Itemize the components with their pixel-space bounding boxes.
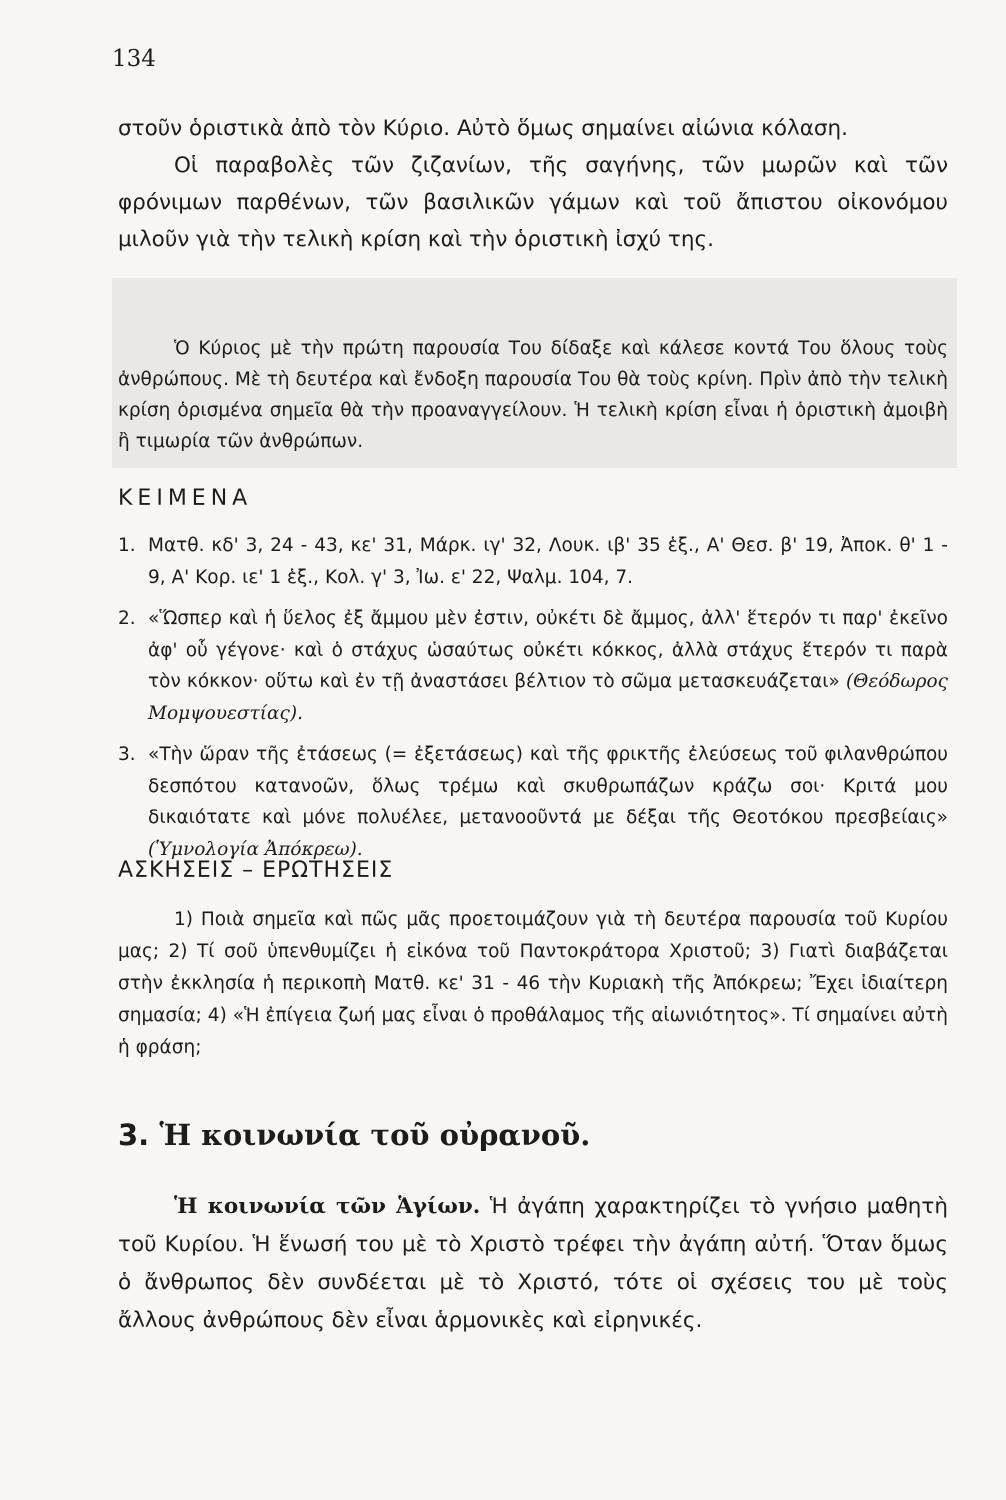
item-source: (Θεόδωρος Μομψουεστίας). <box>148 671 948 724</box>
item-text: «Ὥσπερ καὶ ἡ ὕελος ἐξ ἄμμου μὲν ἐστιν, οὐκέτι δὲ ἄμμος, ἀλλ' ἕτερόν τι παρ' ἐκεῖνο ἀφ' οὗ γέγονε· καὶ ὁ στάχυς ὡσαύτως οὐκέτι κόκκος, ἀλλὰ στάχυς ἕτερόν τι παρὰ τὸν κόκκον· οὕτω καὶ ἐν τῇ ἀναστάσει βέλτιον τὸ σῶμα μετασκευάζεται» <box>148 608 948 692</box>
intro-line: στοῦν ὁριστικὰ ἀπὸ τὸν Κύριο. Αὐτὸ ὅμως σημαίνει αἰώνια κόλαση. <box>118 116 848 141</box>
list-item <box>118 530 948 593</box>
item-source: (Ὑμνολογία Ἀπόκρεω). <box>148 838 363 860</box>
section-text: Ἡ ἀγάπη χαρακτηρίζει τὸ γνήσιο μαθητὴ τοῦ Κυρίου. Ἡ ἕνωσή του μὲ τὸ Χριστὸ τρέφει τὴν ἀγάπη αὐτή. Ὅταν ὅμως ὁ ἄνθρωπος δὲν συνδέεται μὲ τὸ Χριστό, τότε οἱ σχέσεις του μὲ τοὺς ἄλλους ἀνθρώπους δὲν εἶναι ἁρμονικὲς καὶ εἰρηνικές. <box>118 1194 948 1333</box>
exercises-text: 1) Ποιὰ σημεῖα καὶ πῶς μᾶς προετοιμάζουν γιὰ τὴ δευτέρα παρουσία τοῦ Κυρίου μας; 2) Τί σοῦ ὑπενθυμίζει ἡ εἰκόνα τοῦ Παντοκράτορα Χριστοῦ; 3) Γιατὶ διαβάζεται στὴν ἐκκλησία ἡ περικοπὴ Ματθ. κε' 31 - 46 τὴν Κυριακὴ τῆς Ἀπόκρεω; Ἔχει ἰδιαίτερη σημασία; 4) «Ἡ ἐπίγεια ζωή μας εἶναι ὁ προθάλαμος τῆς αἰωνιότητος». Τί σημαίνει αὐτὴ ἡ φράση; <box>118 909 948 1058</box>
section-number: 3. <box>118 1118 150 1152</box>
item-number: 1. <box>118 535 136 556</box>
list-item <box>118 603 948 729</box>
section-lead: Ἡ κοινωνία τῶν Ἁγίων. <box>174 1194 481 1219</box>
texts-list <box>118 530 948 865</box>
list-item <box>118 739 948 865</box>
section-title <box>118 1118 590 1152</box>
texts-heading: ΚΕΙΜΕΝΑ <box>118 486 253 511</box>
item-text: «Τὴν ὥραν τῆς ἐτάσεως (= ἐξετάσεως) καὶ τῆς φρικτῆς ἐλεύσεως τοῦ φιλανθρώπου δεσπότου κατανοῶν, ὅλως τρέμω καὶ σκυθρωπάζων κράζω σοι· Κριτά μου δικαιότατε καὶ μόνε πολυέλεε, μετανοοῦντά με δέξαι τῆς Θεοτόκου πρεσβείαις» <box>148 744 948 828</box>
section-paragraph <box>118 1188 948 1340</box>
summary-text: Ὁ Κύριος μὲ τὴν πρώτη παρουσία Του δίδαξε καὶ κάλεσε κοντά Του ὅλους τοὺς ἀνθρώπους. Μὲ τὴ δευτέρα καὶ ἔνδοξη παρουσία Του θὰ τοὺς κρίνη. Πρὶν ἀπὸ τὴν τελικὴ κρίση ὁρισμένα σημεῖα θὰ τὴν προαναγγείλουν. Ἡ τελικὴ κρίση εἶναι ἡ ὁριστικὴ ἀμοιβὴ ἢ τιμωρία τῶν ἀνθρώπων. <box>118 338 948 452</box>
item-number: 2. <box>118 608 136 629</box>
page-number: 134 <box>112 46 156 72</box>
exercises-heading: ΑΣΚΗΣΕΙΣ – ΕΡΩΤΗΣΕΙΣ <box>118 858 394 883</box>
item-text: Ματθ. κδ' 3, 24 - 43, κε' 31, Μάρκ. ιγ' 32, Λουκ. ιβ' 35 ἑξ., Α' Θεσ. β' 19, Ἀποκ. θ' 1 - 9, Α' Κορ. ιε' 1 ἑξ., Κολ. γ' 3, Ἰω. ε' 22, Ψαλμ. 104, 7. <box>148 535 948 588</box>
intro-paragraph: Οἱ παραβολὲς τῶν ζιζανίων, τῆς σαγήνης, τῶν μωρῶν καὶ τῶν φρόνιμων παρθένων, τῶν βασιλικῶν γάμων καὶ τοῦ ἄπιστου οἰκονόμου μιλοῦν γιὰ τὴν τελικὴ κρίση καὶ τὴν ὁριστικὴ ἰσχύ της. <box>118 153 948 252</box>
item-number: 3. <box>118 744 136 765</box>
section-title-text: Ἡ κοινωνία τοῦ οὐρανοῦ. <box>159 1118 591 1152</box>
